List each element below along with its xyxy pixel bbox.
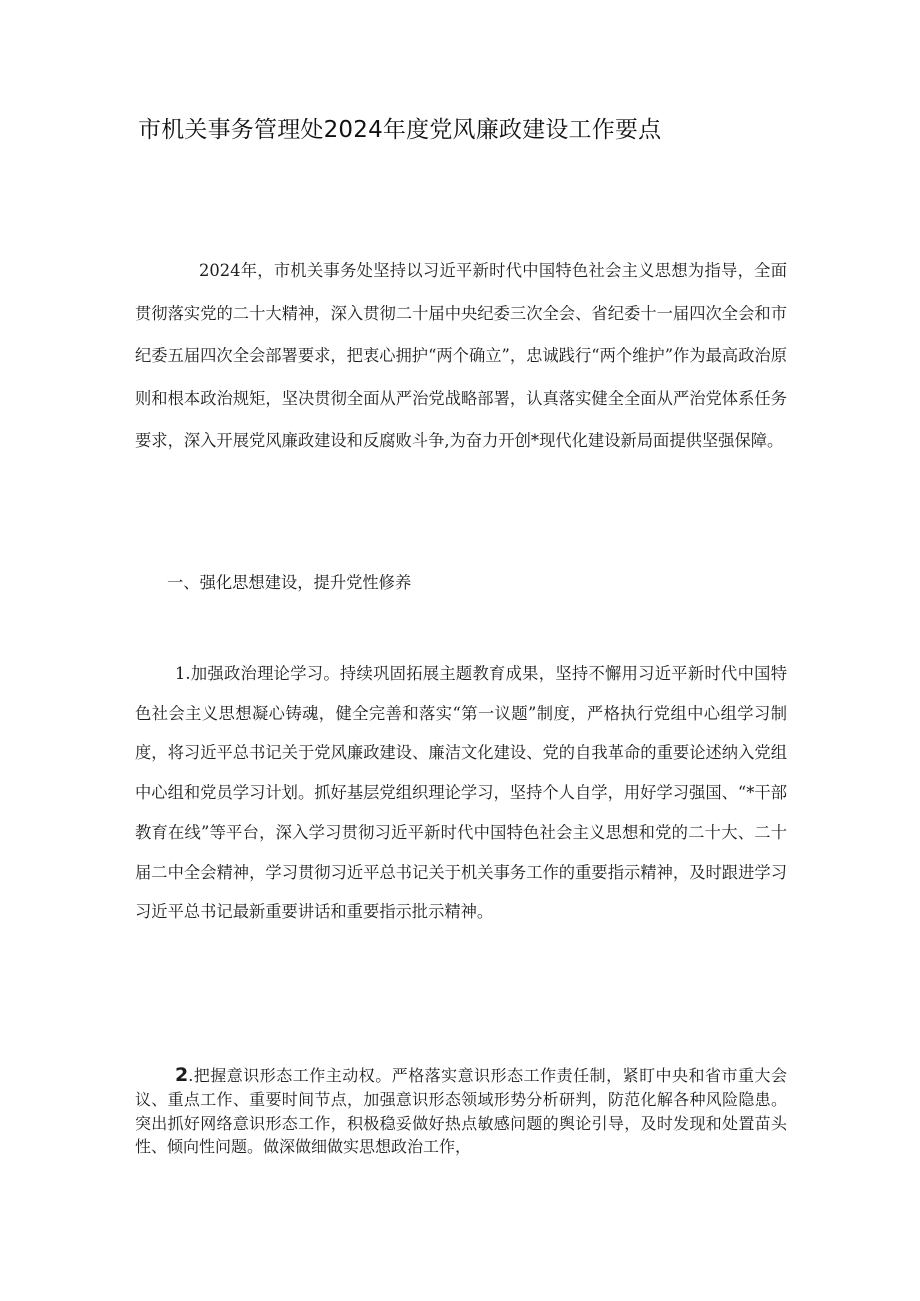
item-1-paragraph: 1.加强政治理论学习。持续巩固拓展主题教育成果，坚持不懈用习近平新时代中国特色社会主义思想凝心铸魂，健全完善和落实“第一议题”制度，严格执行党组中心组学习制度，将习近平总书记关于党风廉政建设、廉洁文化建设、党的自我革命的重要论述纳入党组中心组和党员学习计划。抓好基层党组织理论学习，坚持个人自学，用好学习强国、“*干部教育在线”等平台，深入学习贯彻习近平新时代中国特色社会主义思想和党的二十大、二十届二中全会精神，学习贯彻习近平总书记关于机关事务工作的重要指示精神，及时跟进学习习近平总书记最新重要讲话和重要指示批示精神。 xyxy=(135,664,787,922)
document-title: 市机关事务管理处2024年度党风廉政建设工作要点 xyxy=(138,117,662,143)
item-2-text: .把握意识形态工作主动权。严格落实意识形态工作责任制，紧盯中央和省市重大会议、重点工作、重要时间节点，加强意识形态领域形势分析研判，防范化解各种风险隐患。突出抓好网络意识形态工作，积极稳妥做好热点敏感问题的舆论引导，及时发现和处置苗头性、倾向性问题。做深做细做实思想政治工作， xyxy=(135,1066,787,1157)
item-2-number: 2 xyxy=(175,1064,189,1086)
item-2-paragraph xyxy=(135,1064,787,1159)
intro-paragraph: 2024年，市机关事务处坚持以习近平新时代中国特色社会主义思想为指导，全面贯彻落实党的二十大精神，深入贯彻二十届中央纪委三次全会、省纪委十一届四次全会和市纪委五届四次全会部署要求，把衷心拥护“两个确立”，忠诚践行“两个维护”作为最高政治原则和根本政治规矩，坚决贯彻全面从严治党战略部署，认真落实健全全面从严治党体系任务要求，深入开展党风廉政建设和反腐败斗争,为奋力开创*现代化建设新局面提供坚强保障。 xyxy=(135,261,787,451)
section-heading-1: 一、强化思想建设，提升党性修养 xyxy=(167,573,412,592)
